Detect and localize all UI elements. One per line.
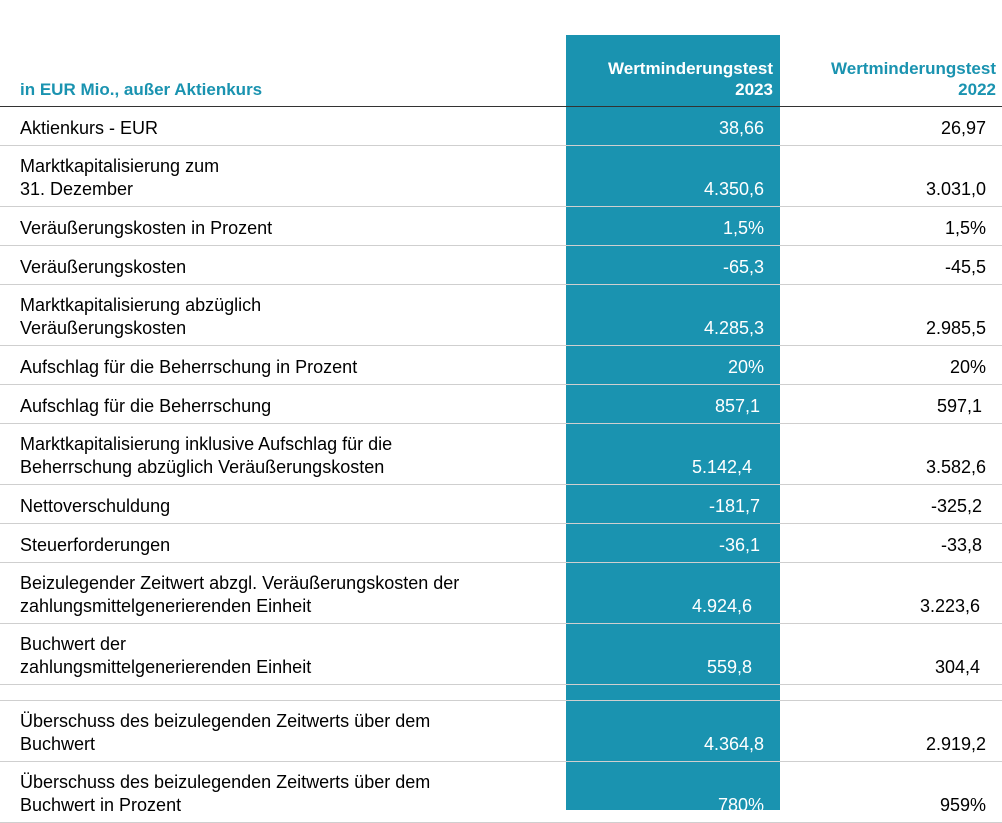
table-row <box>0 563 1002 624</box>
row-label <box>0 285 566 346</box>
row-label-line: Überschuss des beizulegenden Zeitwerts über dem <box>20 772 431 792</box>
row-label-line: Aktienkurs - EUR <box>20 118 159 138</box>
row-label-line: zahlungsmittelgenerierenden Einheit <box>20 596 312 616</box>
row-label <box>0 701 566 762</box>
value-2023: 559,8 <box>566 624 780 685</box>
spacer-cell <box>566 685 780 701</box>
header-row <box>0 35 1002 107</box>
table-row <box>0 246 1002 285</box>
table-row <box>0 146 1002 207</box>
column-header-2023-title: Wertminderungstest <box>608 59 773 78</box>
table-row <box>0 346 1002 385</box>
spacer-cell <box>780 685 1002 701</box>
row-label-line: Buchwert der <box>20 634 127 654</box>
column-header-2022 <box>780 35 1002 107</box>
table-row <box>0 524 1002 563</box>
row-label-line: Buchwert <box>20 734 96 754</box>
row-label-line: Aufschlag für die Beherrschung <box>20 396 272 416</box>
value-2022: 2.985,5 <box>780 285 1002 346</box>
value-2023: 1,5% <box>566 207 780 246</box>
value-2023: 4.924,6 <box>566 563 780 624</box>
column-header-2022-title: Wertminderungstest <box>831 59 996 78</box>
row-label <box>0 485 566 524</box>
table-row <box>0 624 1002 685</box>
value-2022: 597,1 <box>780 385 1002 424</box>
table-row <box>0 207 1002 246</box>
row-label <box>0 762 566 823</box>
column-header-2022-year: 2022 <box>958 80 996 99</box>
row-label-line: Beizulegender Zeitwert abzgl. Veräußerungskosten der <box>20 573 460 593</box>
table-row <box>0 701 1002 762</box>
row-label-line: Beherrschung abzüglich Veräußerungskosten <box>20 457 385 477</box>
table-row <box>0 385 1002 424</box>
column-header-2023 <box>566 35 780 107</box>
row-label-line: Marktkapitalisierung inklusive Aufschlag für die <box>20 434 393 454</box>
value-2022: -325,2 <box>780 485 1002 524</box>
value-2023: 4.364,8 <box>566 701 780 762</box>
value-2022: 3.031,0 <box>780 146 1002 207</box>
value-2022: 959% <box>780 762 1002 823</box>
table-row <box>0 285 1002 346</box>
row-label <box>0 246 566 285</box>
row-label <box>0 563 566 624</box>
units-label: in EUR Mio., außer Aktienkurs <box>0 35 566 107</box>
table-row <box>0 107 1002 146</box>
row-label-line: Steuerforderungen <box>20 535 171 555</box>
row-label <box>0 346 566 385</box>
row-label-line: Überschuss des beizulegenden Zeitwerts über dem <box>20 711 431 731</box>
spacer-cell <box>0 685 566 701</box>
value-2022: 20% <box>780 346 1002 385</box>
value-2023: 4.350,6 <box>566 146 780 207</box>
table-row <box>0 485 1002 524</box>
row-label-line: Veräußerungskosten <box>20 257 187 277</box>
value-2023: 38,66 <box>566 107 780 146</box>
column-header-2023-year: 2023 <box>735 80 773 99</box>
value-2023: 780% <box>566 762 780 823</box>
row-label <box>0 524 566 563</box>
value-2023: 20% <box>566 346 780 385</box>
value-2023: 857,1 <box>566 385 780 424</box>
value-2023: -181,7 <box>566 485 780 524</box>
row-label-line: Nettoverschuldung <box>20 496 171 516</box>
row-label-line: Veräußerungskosten <box>20 318 187 338</box>
row-label <box>0 107 566 146</box>
value-2022: -33,8 <box>780 524 1002 563</box>
value-2022: 1,5% <box>780 207 1002 246</box>
row-label-line: Aufschlag für die Beherrschung in Prozent <box>20 357 358 377</box>
spacer-row <box>0 685 1002 701</box>
value-2022: -45,5 <box>780 246 1002 285</box>
impairment-test-table <box>0 35 1002 823</box>
value-2022: 3.223,6 <box>780 563 1002 624</box>
row-label-line: Veräußerungskosten in Prozent <box>20 218 273 238</box>
value-2022: 3.582,6 <box>780 424 1002 485</box>
row-label-line: Buchwert in Prozent <box>20 795 182 815</box>
row-label <box>0 146 566 207</box>
value-2023: -65,3 <box>566 246 780 285</box>
row-label <box>0 207 566 246</box>
value-2023: 4.285,3 <box>566 285 780 346</box>
value-2022: 26,97 <box>780 107 1002 146</box>
row-label <box>0 624 566 685</box>
row-label-line: Marktkapitalisierung zum <box>20 156 220 176</box>
row-label <box>0 424 566 485</box>
value-2022: 2.919,2 <box>780 701 1002 762</box>
row-label-line: zahlungsmittelgenerierenden Einheit <box>20 657 312 677</box>
value-2023: 5.142,4 <box>566 424 780 485</box>
table-row <box>0 762 1002 823</box>
row-label-line: 31. Dezember <box>20 179 134 199</box>
row-label-line: Marktkapitalisierung abzüglich <box>20 295 262 315</box>
table-row <box>0 424 1002 485</box>
value-2022: 304,4 <box>780 624 1002 685</box>
value-2023: -36,1 <box>566 524 780 563</box>
row-label <box>0 385 566 424</box>
